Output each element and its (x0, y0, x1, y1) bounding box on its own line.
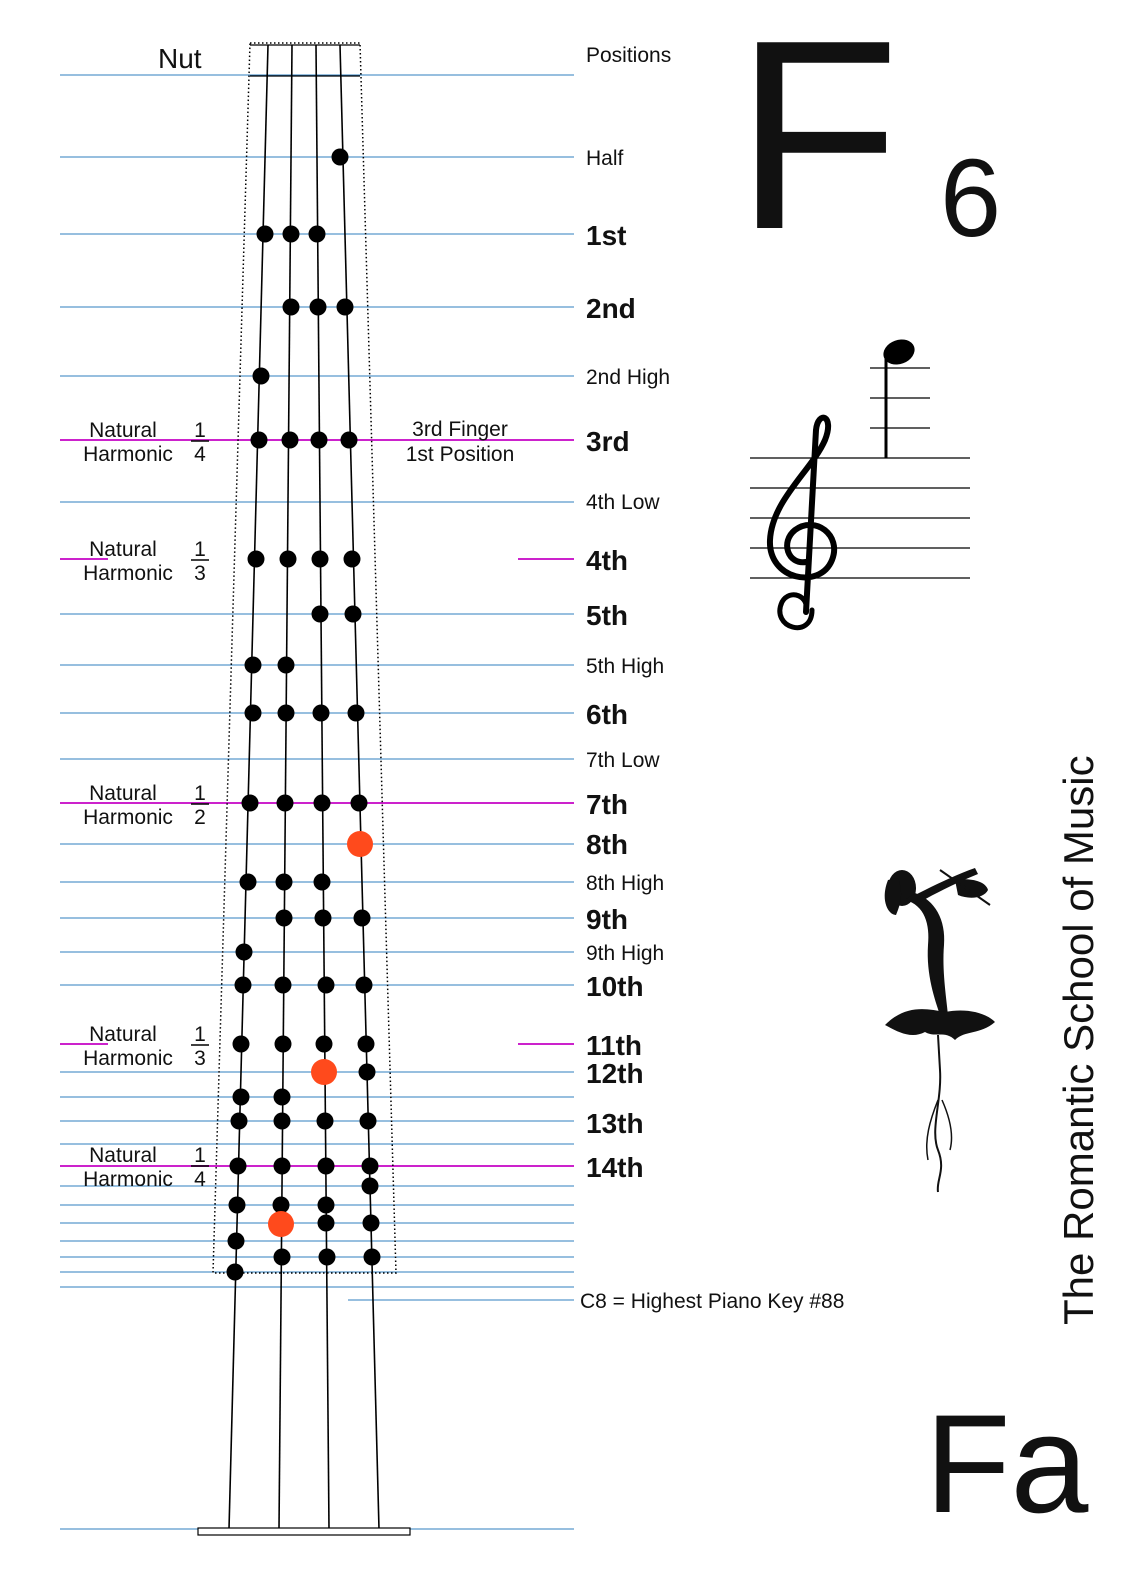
dot (277, 795, 294, 812)
position-label: 8th High (586, 872, 665, 895)
position-label: 13th (586, 1108, 644, 1139)
dot (317, 1113, 334, 1130)
positions-header: Positions (586, 44, 672, 67)
svg-text:Harmonic: Harmonic (83, 443, 173, 466)
dot (240, 874, 257, 891)
position-label: 9th High (586, 942, 665, 965)
svg-text:1st Position: 1st Position (405, 443, 515, 466)
dot (233, 1089, 250, 1106)
dot (319, 1249, 336, 1266)
dot (312, 551, 329, 568)
dot (231, 1113, 248, 1130)
svg-text:3: 3 (194, 562, 206, 585)
position-label: 3rd (586, 426, 630, 457)
svg-text:4: 4 (194, 1168, 206, 1191)
nut-label: Nut (158, 43, 202, 74)
dot (358, 1036, 375, 1053)
position-label: 11th (586, 1030, 643, 1061)
dot (229, 1197, 246, 1214)
svg-text:3rd Finger: 3rd Finger (412, 418, 508, 441)
bridge (198, 1528, 410, 1535)
dot (332, 149, 349, 166)
svg-text:4: 4 (194, 443, 206, 466)
harmonic-label (83, 1144, 209, 1191)
dot (282, 432, 299, 449)
dot (360, 1113, 377, 1130)
dot (314, 795, 331, 812)
finger-dots (227, 149, 381, 1281)
position-label: 1st (586, 220, 627, 251)
dot (345, 606, 362, 623)
dot (311, 432, 328, 449)
dot (351, 795, 368, 812)
solfege-label: Fa (925, 1385, 1089, 1542)
string-e (340, 45, 379, 1529)
svg-text:1: 1 (194, 419, 206, 442)
dot (362, 1178, 379, 1195)
octave-number: 6 (940, 137, 1002, 260)
dot (318, 1215, 335, 1232)
svg-text:Harmonic: Harmonic (83, 562, 173, 585)
nut-box (250, 45, 360, 76)
dot (274, 1089, 291, 1106)
dot (278, 705, 295, 722)
dot (236, 944, 253, 961)
svg-text:3: 3 (194, 1047, 206, 1070)
dot (316, 1036, 333, 1053)
dot (310, 299, 327, 316)
position-label: Half (586, 147, 624, 170)
dot (273, 1197, 290, 1214)
dot (312, 606, 329, 623)
dot (315, 910, 332, 927)
dot (276, 910, 293, 927)
dot (362, 1158, 379, 1175)
dot (314, 874, 331, 891)
position-label: 14th (586, 1152, 644, 1183)
treble-clef-icon (770, 418, 834, 628)
dot (348, 705, 365, 722)
harmonic-label (83, 538, 209, 585)
svg-text:1: 1 (194, 782, 206, 805)
string-d (279, 45, 292, 1529)
svg-text:Natural: Natural (89, 1023, 157, 1046)
dot (274, 1113, 291, 1130)
dot (253, 368, 270, 385)
position-label: 2nd High (586, 366, 671, 389)
svg-text:Harmonic: Harmonic (83, 1047, 173, 1070)
dot (274, 1249, 291, 1266)
position-label: 4th (586, 545, 628, 576)
highlight-dot (268, 1211, 294, 1237)
position-label: 12th (586, 1058, 644, 1089)
violinist-silhouette-icon (885, 868, 995, 1192)
music-staff (750, 335, 970, 627)
position-label: 2nd (586, 293, 636, 324)
dot (278, 657, 295, 674)
harmonic-label (83, 782, 209, 829)
dot (341, 432, 358, 449)
dot (251, 432, 268, 449)
string-g (229, 45, 268, 1529)
dot (233, 1036, 250, 1053)
dot (354, 910, 371, 927)
svg-text:Natural: Natural (89, 1144, 157, 1167)
svg-text:Natural: Natural (89, 782, 157, 805)
dot (230, 1158, 247, 1175)
dot (245, 657, 262, 674)
dot (363, 1215, 380, 1232)
position-labels (586, 147, 670, 1183)
position-label: 9th (586, 904, 628, 935)
dot (283, 299, 300, 316)
dot (283, 226, 300, 243)
dot (344, 551, 361, 568)
position-label: 7th Low (586, 749, 660, 772)
note-letter: F (735, 0, 900, 286)
position-label: 10th (586, 971, 644, 1002)
strings (229, 45, 379, 1529)
svg-text:Harmonic: Harmonic (83, 1168, 173, 1191)
position-label: 5th High (586, 655, 665, 678)
dot (356, 977, 373, 994)
dot (245, 705, 262, 722)
dot (280, 551, 297, 568)
svg-text:1: 1 (194, 1023, 206, 1046)
dot (276, 874, 293, 891)
svg-text:Harmonic: Harmonic (83, 806, 173, 829)
dot (337, 299, 354, 316)
piano-note: C8 = Highest Piano Key #88 (580, 1290, 845, 1313)
svg-text:1: 1 (194, 1144, 206, 1167)
svg-text:Natural: Natural (89, 538, 157, 561)
svg-text:Natural: Natural (89, 419, 157, 442)
third-finger-note (406, 418, 515, 466)
dot (242, 795, 259, 812)
dot (318, 1158, 335, 1175)
position-label: 6th (586, 699, 628, 730)
position-label: 4th Low (586, 491, 660, 514)
dot (257, 226, 274, 243)
highlight-dot (311, 1059, 337, 1085)
dot (248, 551, 265, 568)
dot (359, 1064, 376, 1081)
dot (275, 1036, 292, 1053)
highlight-dot (347, 831, 373, 857)
dot (275, 977, 292, 994)
dot (227, 1264, 244, 1281)
dot (364, 1249, 381, 1266)
svg-text:1: 1 (194, 538, 206, 561)
position-label: 7th (586, 789, 628, 820)
dot (318, 1197, 335, 1214)
dot (318, 977, 335, 994)
school-title: The Romantic School of Music (1055, 755, 1102, 1325)
dot (228, 1233, 245, 1250)
dot (313, 705, 330, 722)
string-a (316, 45, 329, 1529)
dot (309, 226, 326, 243)
position-label: 5th (586, 600, 628, 631)
svg-text:2: 2 (194, 806, 206, 829)
dot (274, 1158, 291, 1175)
harmonic-label (83, 419, 209, 466)
harmonic-label (83, 1023, 209, 1070)
position-label: 8th (586, 829, 628, 860)
dot (235, 977, 252, 994)
